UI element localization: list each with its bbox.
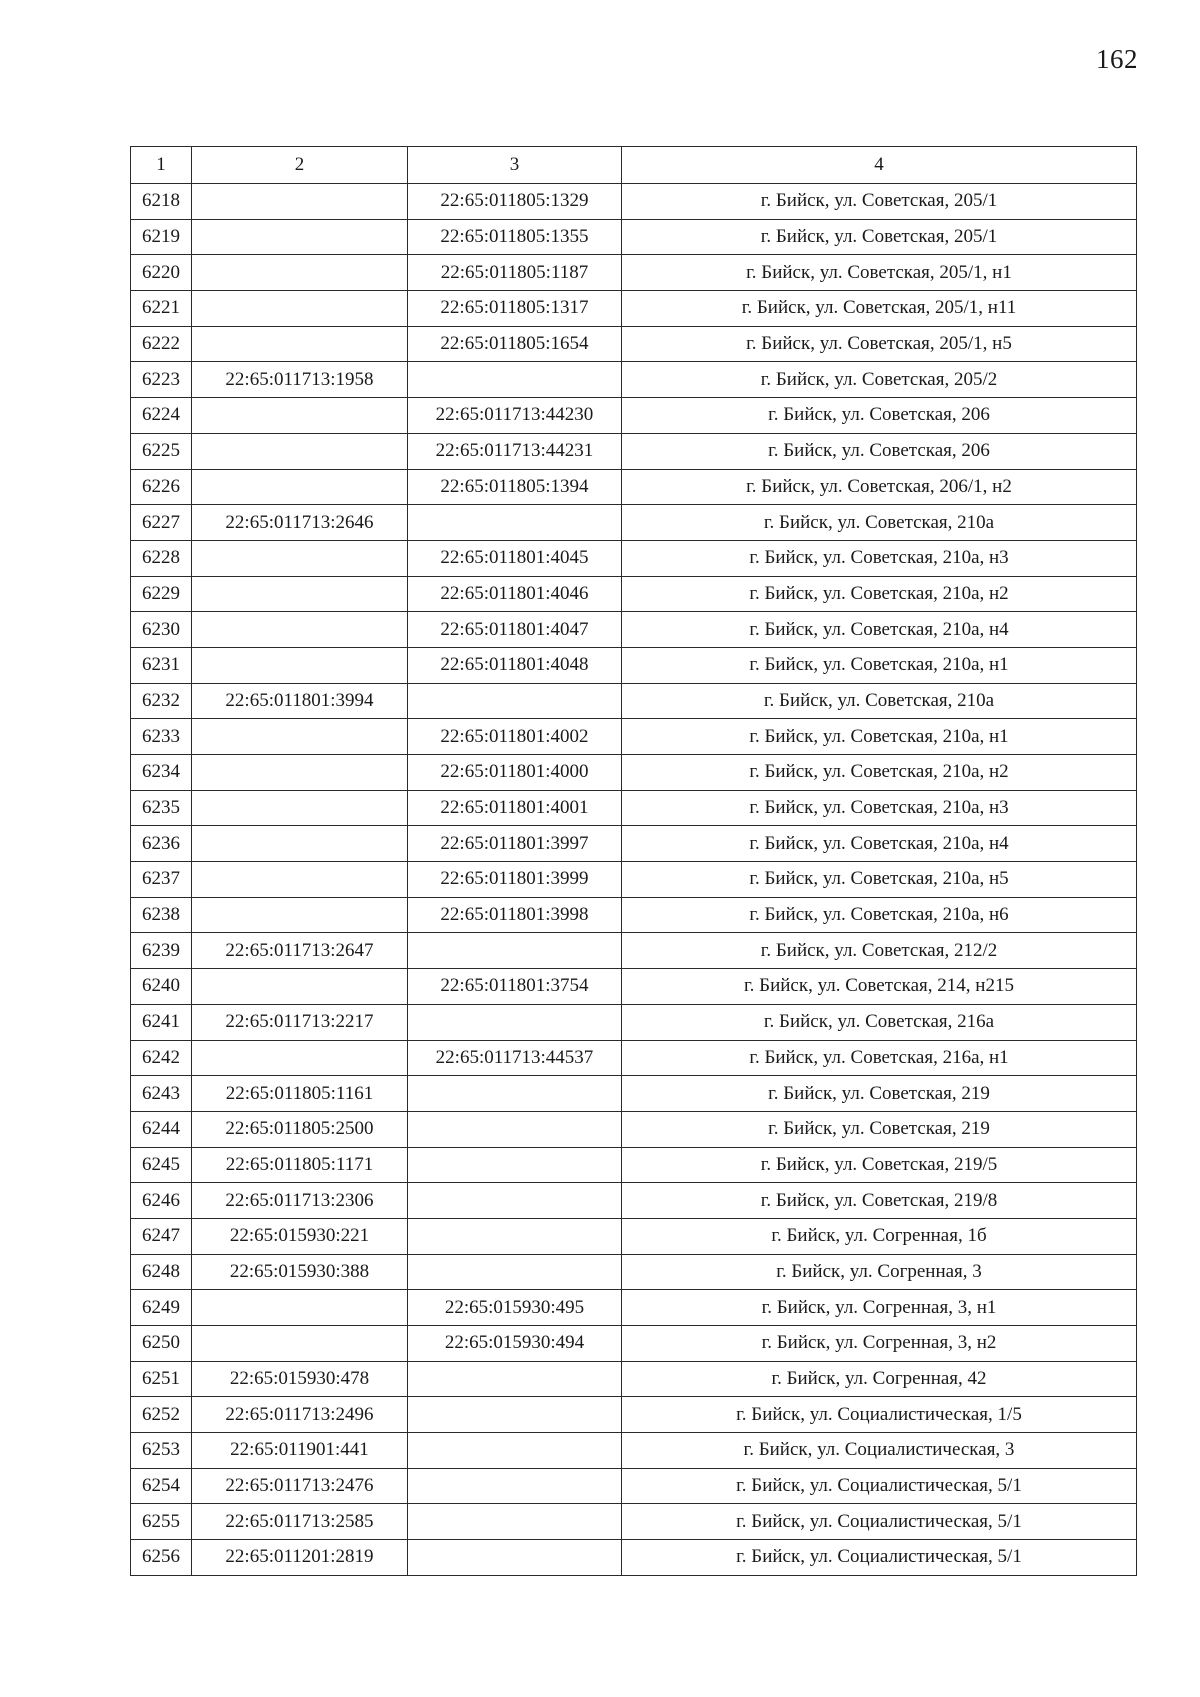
row-number-cell: 6220	[131, 255, 192, 291]
address-cell: г. Бийск, ул. Социалистическая, 1/5	[622, 1397, 1137, 1433]
col2-cell	[192, 790, 408, 826]
table-row	[131, 469, 1137, 505]
row-number-cell: 6236	[131, 826, 192, 862]
table-row	[131, 291, 1137, 327]
row-number-cell: 6230	[131, 612, 192, 648]
address-cell: г. Бийск, ул. Социалистическая, 5/1	[622, 1504, 1137, 1540]
table-row	[131, 1361, 1137, 1397]
table-row	[131, 1326, 1137, 1362]
col2-cell	[192, 576, 408, 612]
table-row	[131, 826, 1137, 862]
table-row	[131, 219, 1137, 255]
address-cell: г. Бийск, ул. Советская, 210а, н2	[622, 576, 1137, 612]
row-number-cell: 6224	[131, 398, 192, 434]
col2-cell	[192, 719, 408, 755]
address-cell: г. Бийск, ул. Социалистическая, 3	[622, 1433, 1137, 1469]
address-cell: г. Бийск, ул. Советская, 206	[622, 398, 1137, 434]
row-number-cell: 6243	[131, 1076, 192, 1112]
table-row	[131, 647, 1137, 683]
col3-cell: 22:65:011805:1355	[408, 219, 622, 255]
row-number-cell: 6226	[131, 469, 192, 505]
col3-cell: 22:65:011801:3754	[408, 969, 622, 1005]
row-number-cell: 6232	[131, 683, 192, 719]
col3-cell: 22:65:011801:4048	[408, 647, 622, 683]
col3-cell	[408, 1004, 622, 1040]
col3-cell	[408, 1183, 622, 1219]
address-cell: г. Бийск, ул. Советская, 210а, н4	[622, 612, 1137, 648]
col3-cell	[408, 933, 622, 969]
col3-cell	[408, 505, 622, 541]
address-cell: г. Бийск, ул. Советская, 205/1, н1	[622, 255, 1137, 291]
col3-cell: 22:65:011801:4000	[408, 755, 622, 791]
row-number-cell: 6234	[131, 755, 192, 791]
table-row	[131, 1147, 1137, 1183]
col2-cell: 22:65:011901:441	[192, 1433, 408, 1469]
table-row	[131, 1468, 1137, 1504]
table-body	[131, 184, 1137, 1576]
col2-cell: 22:65:015930:221	[192, 1218, 408, 1254]
table-row	[131, 862, 1137, 898]
row-number-cell: 6241	[131, 1004, 192, 1040]
col3-cell: 22:65:011801:3997	[408, 826, 622, 862]
row-number-cell: 6222	[131, 326, 192, 362]
address-cell: г. Бийск, ул. Советская, 210а, н3	[622, 540, 1137, 576]
table-row	[131, 755, 1137, 791]
address-cell: г. Бийск, ул. Советская, 219	[622, 1111, 1137, 1147]
row-number-cell: 6240	[131, 969, 192, 1005]
row-number-cell: 6221	[131, 291, 192, 327]
row-number-cell: 6223	[131, 362, 192, 398]
col2-cell: 22:65:015930:478	[192, 1361, 408, 1397]
register-table	[130, 146, 1137, 1576]
col2-cell	[192, 469, 408, 505]
table-row	[131, 576, 1137, 612]
address-cell: г. Бийск, ул. Согренная, 3, н2	[622, 1326, 1137, 1362]
header-col-3: 3	[408, 147, 622, 184]
col2-cell	[192, 540, 408, 576]
row-number-cell: 6250	[131, 1326, 192, 1362]
header-row	[131, 147, 1137, 184]
col3-cell: 22:65:011805:1317	[408, 291, 622, 327]
table-header	[131, 147, 1137, 184]
header-col-1: 1	[131, 147, 192, 184]
col3-cell	[408, 1147, 622, 1183]
address-cell: г. Бийск, ул. Советская, 205/1	[622, 184, 1137, 220]
col3-cell: 22:65:011801:4002	[408, 719, 622, 755]
col3-cell: 22:65:011801:4001	[408, 790, 622, 826]
col2-cell: 22:65:011713:2585	[192, 1504, 408, 1540]
table-row	[131, 790, 1137, 826]
row-number-cell: 6252	[131, 1397, 192, 1433]
col3-cell	[408, 1361, 622, 1397]
col2-cell: 22:65:011713:2306	[192, 1183, 408, 1219]
col3-cell: 22:65:011805:1329	[408, 184, 622, 220]
row-number-cell: 6237	[131, 862, 192, 898]
address-cell: г. Бийск, ул. Советская, 219	[622, 1076, 1137, 1112]
row-number-cell: 6246	[131, 1183, 192, 1219]
address-cell: г. Бийск, ул. Советская, 214, н215	[622, 969, 1137, 1005]
row-number-cell: 6251	[131, 1361, 192, 1397]
col3-cell	[408, 1111, 622, 1147]
table-row	[131, 1183, 1137, 1219]
col2-cell	[192, 969, 408, 1005]
address-cell: г. Бийск, ул. Советская, 205/1, н5	[622, 326, 1137, 362]
row-number-cell: 6225	[131, 433, 192, 469]
col2-cell: 22:65:011201:2819	[192, 1540, 408, 1576]
col3-cell	[408, 1540, 622, 1576]
col2-cell	[192, 1040, 408, 1076]
address-cell: г. Бийск, ул. Советская, 210а, н2	[622, 755, 1137, 791]
col3-cell	[408, 1468, 622, 1504]
table-row	[131, 1040, 1137, 1076]
address-cell: г. Бийск, ул. Согренная, 42	[622, 1361, 1137, 1397]
col2-cell: 22:65:011713:2496	[192, 1397, 408, 1433]
table-row	[131, 540, 1137, 576]
col3-cell	[408, 1218, 622, 1254]
col2-cell	[192, 647, 408, 683]
row-number-cell: 6233	[131, 719, 192, 755]
col2-cell	[192, 612, 408, 648]
table-row	[131, 184, 1137, 220]
col2-cell	[192, 1326, 408, 1362]
table-row	[131, 1111, 1137, 1147]
col2-cell: 22:65:011713:1958	[192, 362, 408, 398]
header-col-2: 2	[192, 147, 408, 184]
col2-cell	[192, 755, 408, 791]
row-number-cell: 6231	[131, 647, 192, 683]
table-row	[131, 1397, 1137, 1433]
table-row	[131, 1290, 1137, 1326]
address-cell: г. Бийск, ул. Советская, 210а, н4	[622, 826, 1137, 862]
row-number-cell: 6254	[131, 1468, 192, 1504]
table-row	[131, 969, 1137, 1005]
row-number-cell: 6255	[131, 1504, 192, 1540]
address-cell: г. Бийск, ул. Советская, 216а	[622, 1004, 1137, 1040]
col3-cell: 22:65:011805:1187	[408, 255, 622, 291]
col3-cell: 22:65:011801:4047	[408, 612, 622, 648]
table-row	[131, 933, 1137, 969]
col2-cell: 22:65:011713:2217	[192, 1004, 408, 1040]
col2-cell	[192, 826, 408, 862]
table-row	[131, 1076, 1137, 1112]
header-col-4: 4	[622, 147, 1137, 184]
col3-cell	[408, 1254, 622, 1290]
address-cell: г. Бийск, ул. Советская, 210а, н5	[622, 862, 1137, 898]
col3-cell	[408, 1433, 622, 1469]
col2-cell: 22:65:011801:3994	[192, 683, 408, 719]
col3-cell	[408, 1504, 622, 1540]
address-cell: г. Бийск, ул. Советская, 219/5	[622, 1147, 1137, 1183]
col2-cell	[192, 897, 408, 933]
col2-cell: 22:65:011713:2647	[192, 933, 408, 969]
row-number-cell: 6227	[131, 505, 192, 541]
col2-cell	[192, 291, 408, 327]
col2-cell	[192, 433, 408, 469]
table-row	[131, 1254, 1137, 1290]
row-number-cell: 6218	[131, 184, 192, 220]
col2-cell	[192, 184, 408, 220]
col3-cell: 22:65:011713:44230	[408, 398, 622, 434]
col3-cell	[408, 683, 622, 719]
col3-cell: 22:65:011801:4046	[408, 576, 622, 612]
row-number-cell: 6242	[131, 1040, 192, 1076]
row-number-cell: 6256	[131, 1540, 192, 1576]
col3-cell	[408, 1076, 622, 1112]
row-number-cell: 6253	[131, 1433, 192, 1469]
col3-cell: 22:65:011713:44231	[408, 433, 622, 469]
address-cell: г. Бийск, ул. Советская, 210а	[622, 505, 1137, 541]
table-row	[131, 433, 1137, 469]
col2-cell	[192, 255, 408, 291]
address-cell: г. Бийск, ул. Согренная, 1б	[622, 1218, 1137, 1254]
table-row	[131, 326, 1137, 362]
col2-cell: 22:65:011805:1171	[192, 1147, 408, 1183]
col3-cell: 22:65:011713:44537	[408, 1040, 622, 1076]
col2-cell	[192, 326, 408, 362]
col3-cell	[408, 1397, 622, 1433]
col2-cell	[192, 398, 408, 434]
col3-cell: 22:65:011801:3999	[408, 862, 622, 898]
col3-cell: 22:65:011805:1394	[408, 469, 622, 505]
address-cell: г. Бийск, ул. Советская, 205/1	[622, 219, 1137, 255]
table-row	[131, 362, 1137, 398]
address-cell: г. Бийск, ул. Советская, 210а, н1	[622, 647, 1137, 683]
col3-cell: 22:65:011801:3998	[408, 897, 622, 933]
address-cell: г. Бийск, ул. Советская, 206	[622, 433, 1137, 469]
row-number-cell: 6245	[131, 1147, 192, 1183]
table-row	[131, 1218, 1137, 1254]
address-cell: г. Бийск, ул. Советская, 210а, н1	[622, 719, 1137, 755]
address-cell: г. Бийск, ул. Советская, 210а, н6	[622, 897, 1137, 933]
table-row	[131, 255, 1137, 291]
row-number-cell: 6235	[131, 790, 192, 826]
table-row	[131, 1004, 1137, 1040]
col3-cell	[408, 362, 622, 398]
col3-cell: 22:65:015930:494	[408, 1326, 622, 1362]
table-row	[131, 398, 1137, 434]
address-cell: г. Бийск, ул. Социалистическая, 5/1	[622, 1468, 1137, 1504]
table-row	[131, 897, 1137, 933]
table-row	[131, 505, 1137, 541]
row-number-cell: 6219	[131, 219, 192, 255]
col3-cell: 22:65:011801:4045	[408, 540, 622, 576]
address-cell: г. Бийск, ул. Советская, 219/8	[622, 1183, 1137, 1219]
row-number-cell: 6239	[131, 933, 192, 969]
address-cell: г. Бийск, ул. Советская, 206/1, н2	[622, 469, 1137, 505]
address-cell: г. Бийск, ул. Советская, 216а, н1	[622, 1040, 1137, 1076]
col2-cell: 22:65:011713:2646	[192, 505, 408, 541]
col2-cell: 22:65:011805:2500	[192, 1111, 408, 1147]
table-row	[131, 1540, 1137, 1576]
col3-cell: 22:65:011805:1654	[408, 326, 622, 362]
row-number-cell: 6247	[131, 1218, 192, 1254]
col2-cell	[192, 219, 408, 255]
col2-cell	[192, 1290, 408, 1326]
col2-cell: 22:65:011713:2476	[192, 1468, 408, 1504]
table-row	[131, 683, 1137, 719]
col2-cell	[192, 862, 408, 898]
col3-cell: 22:65:015930:495	[408, 1290, 622, 1326]
table-row	[131, 1433, 1137, 1469]
address-cell: г. Бийск, ул. Советская, 205/2	[622, 362, 1137, 398]
row-number-cell: 6228	[131, 540, 192, 576]
address-cell: г. Бийск, ул. Согренная, 3	[622, 1254, 1137, 1290]
address-cell: г. Бийск, ул. Советская, 205/1, н11	[622, 291, 1137, 327]
address-cell: г. Бийск, ул. Социалистическая, 5/1	[622, 1540, 1137, 1576]
row-number-cell: 6238	[131, 897, 192, 933]
table-row	[131, 612, 1137, 648]
row-number-cell: 6244	[131, 1111, 192, 1147]
row-number-cell: 6249	[131, 1290, 192, 1326]
address-cell: г. Бийск, ул. Согренная, 3, н1	[622, 1290, 1137, 1326]
address-cell: г. Бийск, ул. Советская, 210а, н3	[622, 790, 1137, 826]
col2-cell: 22:65:011805:1161	[192, 1076, 408, 1112]
col2-cell: 22:65:015930:388	[192, 1254, 408, 1290]
address-cell: г. Бийск, ул. Советская, 212/2	[622, 933, 1137, 969]
row-number-cell: 6229	[131, 576, 192, 612]
page-number: 162	[1096, 44, 1138, 74]
row-number-cell: 6248	[131, 1254, 192, 1290]
table-row	[131, 1504, 1137, 1540]
table-row	[131, 719, 1137, 755]
address-cell: г. Бийск, ул. Советская, 210а	[622, 683, 1137, 719]
